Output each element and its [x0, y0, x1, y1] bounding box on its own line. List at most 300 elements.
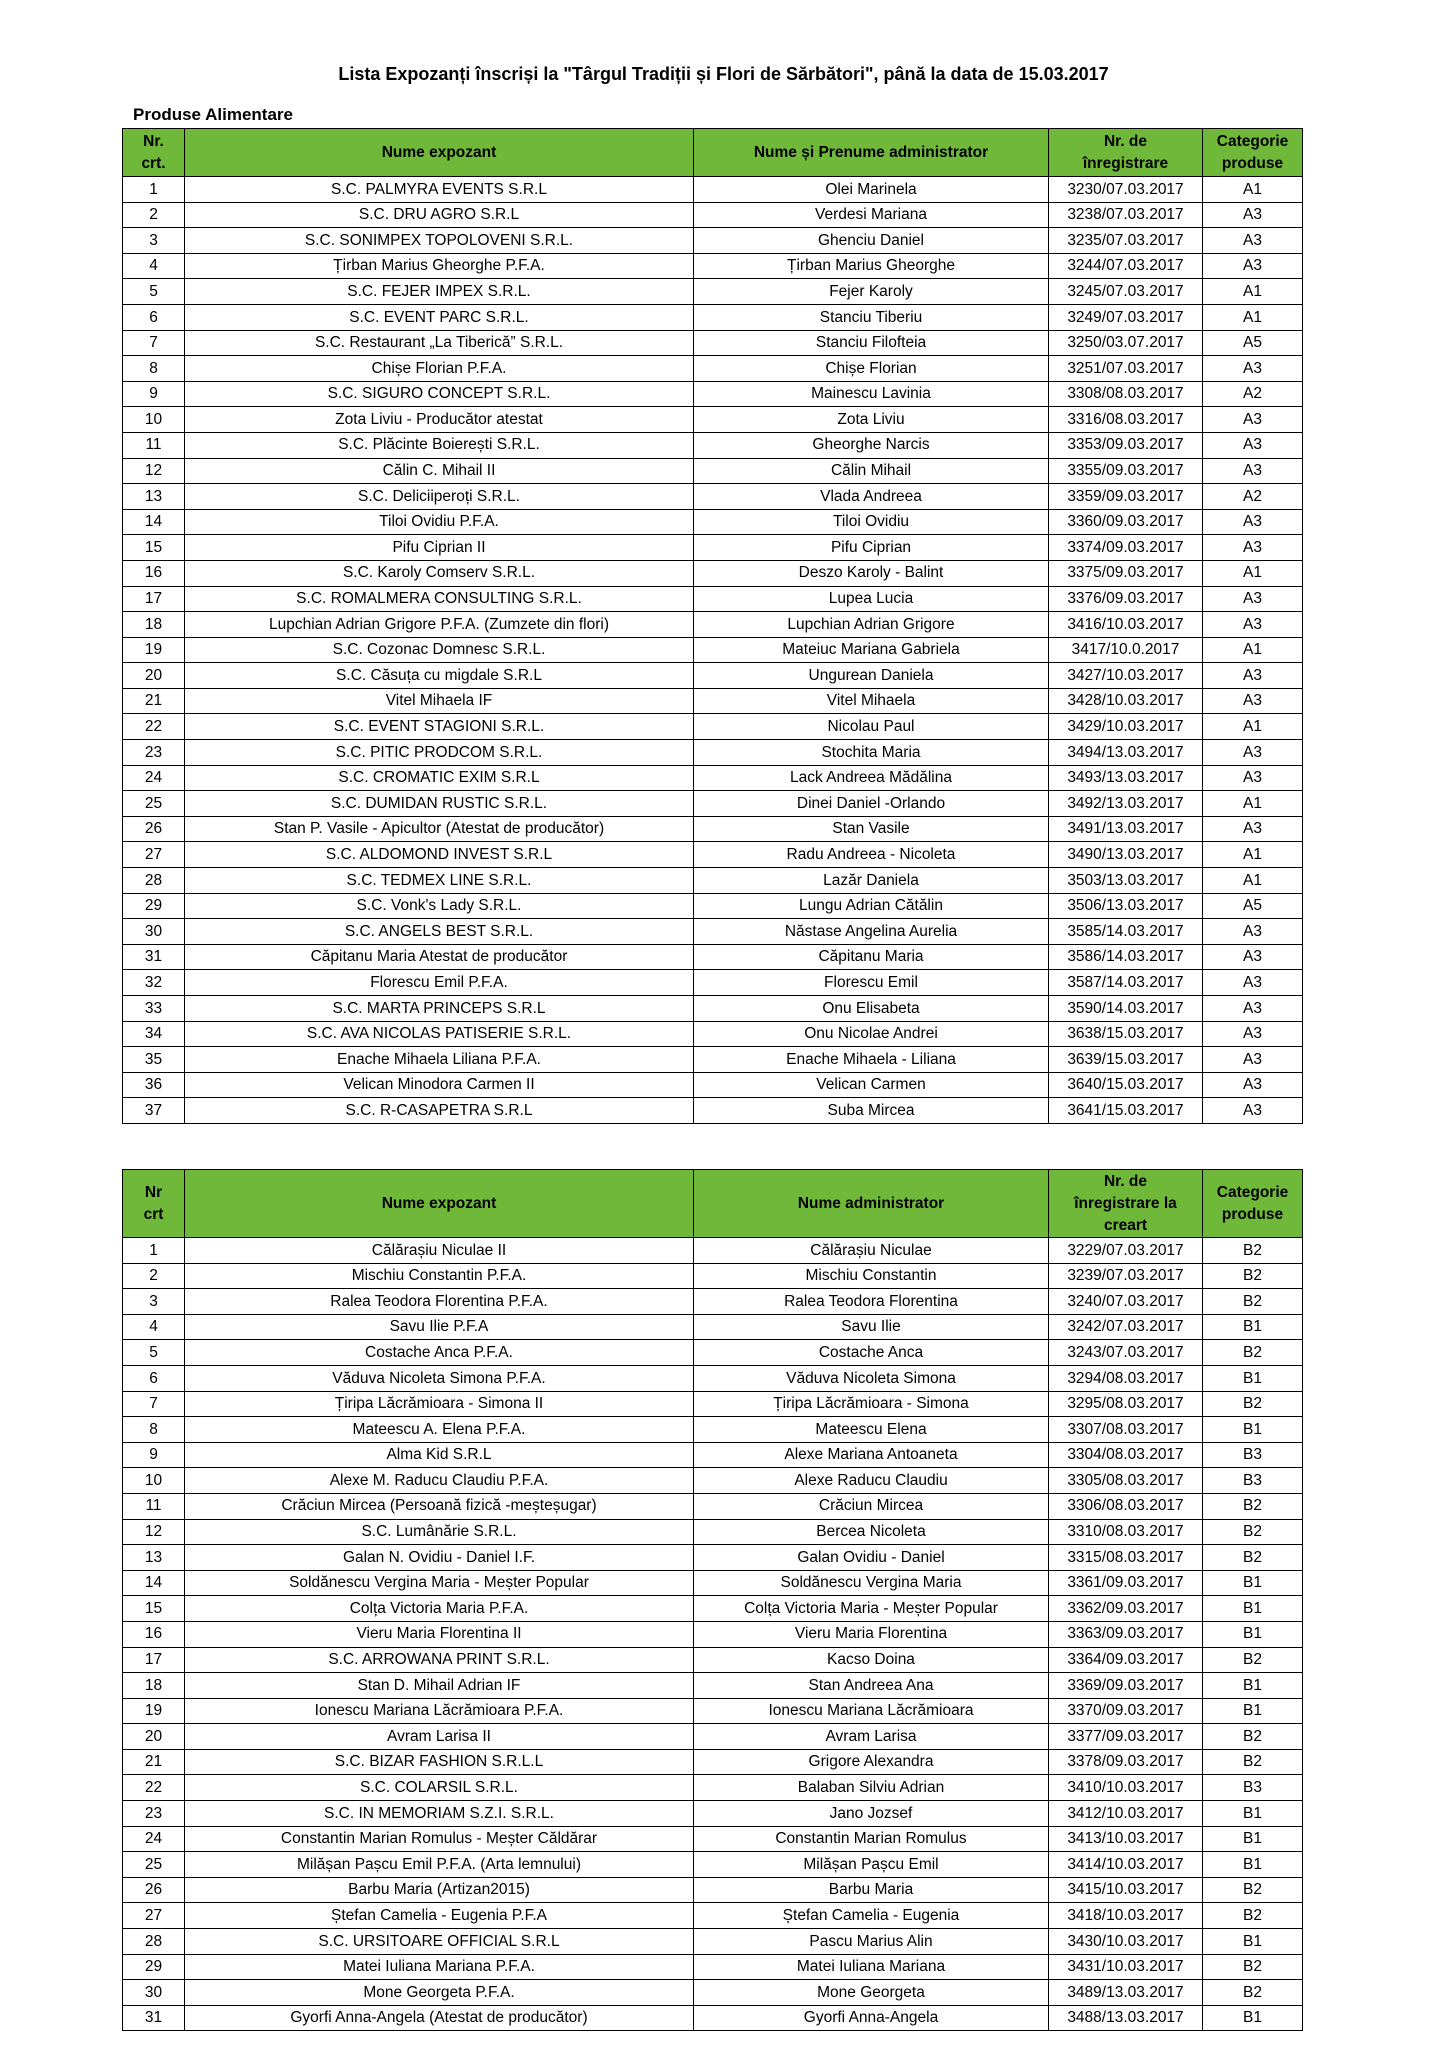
cell-product-category: A3: [1203, 944, 1303, 970]
cell-administrator-name: Călărașiu Niculae: [694, 1238, 1049, 1264]
cell-administrator-name: Lupea Lucia: [694, 586, 1049, 612]
cell-administrator-name: Verdesi Mariana: [694, 202, 1049, 228]
cell-administrator-name: Stanciu Tiberiu: [694, 304, 1049, 330]
cell-exhibitor-name: Ralea Teodora Florentina P.F.A.: [185, 1289, 694, 1315]
cell-nr-crt: 22: [123, 714, 185, 740]
cell-nr-crt: 14: [123, 509, 185, 535]
cell-administrator-name: Stochita Maria: [694, 740, 1049, 766]
cell-administrator-name: Avram Larisa: [694, 1724, 1049, 1750]
cell-registration-number: 3362/09.03.2017: [1049, 1596, 1203, 1622]
cell-product-category: B3: [1203, 1775, 1303, 1801]
cell-nr-crt: 3: [123, 228, 185, 254]
column-header-line: înregistrare la: [1074, 1194, 1177, 1212]
cell-registration-number: 3230/07.03.2017: [1049, 177, 1203, 203]
cell-registration-number: 3414/10.03.2017: [1049, 1852, 1203, 1878]
cell-administrator-name: Vieru Maria Florentina: [694, 1621, 1049, 1647]
table-row: [123, 1570, 1303, 1596]
cell-product-category: A3: [1203, 765, 1303, 791]
column-header-registration-number: [1049, 1170, 1203, 1238]
cell-administrator-name: Velican Carmen: [694, 1072, 1049, 1098]
cell-registration-number: 3413/10.03.2017: [1049, 1826, 1203, 1852]
cell-product-category: A1: [1203, 842, 1303, 868]
cell-registration-number: 3587/14.03.2017: [1049, 970, 1203, 996]
cell-product-category: A2: [1203, 484, 1303, 510]
cell-registration-number: 3294/08.03.2017: [1049, 1365, 1203, 1391]
cell-exhibitor-name: S.C. EVENT STAGIONI S.R.L.: [185, 714, 694, 740]
cell-nr-crt: 11: [123, 432, 185, 458]
cell-exhibitor-name: S.C. Căsuța cu migdale S.R.L: [185, 663, 694, 689]
table-row: [123, 1621, 1303, 1647]
table-row: [123, 1021, 1303, 1047]
table-row: [123, 816, 1303, 842]
cell-nr-crt: 20: [123, 1724, 185, 1750]
cell-registration-number: 3638/15.03.2017: [1049, 1021, 1203, 1047]
column-header-line: crt.: [141, 154, 166, 172]
cell-product-category: A3: [1203, 1047, 1303, 1073]
cell-exhibitor-name: S.C. Deliciiperoți S.R.L.: [185, 484, 694, 510]
cell-exhibitor-name: Lupchian Adrian Grigore P.F.A. (Zumzete din flori): [185, 612, 694, 638]
cell-administrator-name: Năstase Angelina Aurelia: [694, 919, 1049, 945]
cell-nr-crt: 9: [123, 1442, 185, 1468]
cell-product-category: B2: [1203, 1493, 1303, 1519]
table-row: [123, 1047, 1303, 1073]
cell-administrator-name: Milășan Pașcu Emil: [694, 1852, 1049, 1878]
cell-exhibitor-name: Alexe M. Raducu Claudiu P.F.A.: [185, 1468, 694, 1494]
cell-product-category: B1: [1203, 1801, 1303, 1827]
column-header-line: Nr. de: [1103, 1172, 1148, 1190]
table-row: [123, 714, 1303, 740]
cell-product-category: A3: [1203, 996, 1303, 1022]
cell-product-category: A3: [1203, 356, 1303, 382]
cell-administrator-name: Pifu Ciprian: [694, 535, 1049, 561]
cell-nr-crt: 23: [123, 1801, 185, 1827]
cell-nr-crt: 28: [123, 868, 185, 894]
cell-nr-crt: 26: [123, 816, 185, 842]
table-row: [123, 586, 1303, 612]
cell-nr-crt: 9: [123, 381, 185, 407]
cell-registration-number: 3307/08.03.2017: [1049, 1417, 1203, 1443]
cell-nr-crt: 27: [123, 842, 185, 868]
column-header-line: Nr.: [143, 132, 164, 150]
cell-product-category: A3: [1203, 432, 1303, 458]
table-row: [123, 868, 1303, 894]
table-body: [123, 177, 1303, 1124]
cell-registration-number: 3364/09.03.2017: [1049, 1647, 1203, 1673]
cell-registration-number: 3363/09.03.2017: [1049, 1621, 1203, 1647]
cell-administrator-name: Costache Anca: [694, 1340, 1049, 1366]
column-header-line: crt: [143, 1205, 164, 1223]
cell-registration-number: 3235/07.03.2017: [1049, 228, 1203, 254]
cell-exhibitor-name: S.C. Cozonac Domnesc S.R.L.: [185, 637, 694, 663]
cell-product-category: B2: [1203, 1238, 1303, 1264]
section-title-produse-alimentare: Produse Alimentare: [133, 105, 293, 124]
cell-nr-crt: 32: [123, 970, 185, 996]
table-row: [123, 1391, 1303, 1417]
cell-product-category: A5: [1203, 893, 1303, 919]
cell-administrator-name: Ionescu Mariana Lăcrămioara: [694, 1698, 1049, 1724]
table-row: [123, 1852, 1303, 1878]
column-header-administrator-name: [694, 129, 1049, 177]
cell-product-category: B1: [1203, 1698, 1303, 1724]
cell-nr-crt: 19: [123, 1698, 185, 1724]
cell-nr-crt: 2: [123, 1263, 185, 1289]
cell-nr-crt: 12: [123, 458, 185, 484]
cell-registration-number: 3355/09.03.2017: [1049, 458, 1203, 484]
cell-administrator-name: Grigore Alexandra: [694, 1749, 1049, 1775]
cell-nr-crt: 13: [123, 1545, 185, 1571]
cell-product-category: A1: [1203, 560, 1303, 586]
table-row: [123, 560, 1303, 586]
cell-administrator-name: Ralea Teodora Florentina: [694, 1289, 1049, 1315]
cell-registration-number: 3590/14.03.2017: [1049, 996, 1203, 1022]
exhibitors-table-crafts: [122, 1169, 1303, 2031]
cell-administrator-name: Gheorghe Narcis: [694, 432, 1049, 458]
cell-nr-crt: 2: [123, 202, 185, 228]
cell-nr-crt: 21: [123, 688, 185, 714]
cell-registration-number: 3418/10.03.2017: [1049, 1903, 1203, 1929]
cell-exhibitor-name: S.C. DUMIDAN RUSTIC S.R.L.: [185, 791, 694, 817]
column-header-product-category: [1203, 1170, 1303, 1238]
cell-product-category: A3: [1203, 458, 1303, 484]
cell-product-category: B1: [1203, 1929, 1303, 1955]
cell-product-category: B2: [1203, 1391, 1303, 1417]
cell-registration-number: 3412/10.03.2017: [1049, 1801, 1203, 1827]
table-row: [123, 765, 1303, 791]
cell-nr-crt: 8: [123, 356, 185, 382]
cell-administrator-name: Lupchian Adrian Grigore: [694, 612, 1049, 638]
cell-product-category: B2: [1203, 1519, 1303, 1545]
column-header-line: Categorie: [1216, 132, 1289, 150]
cell-nr-crt: 29: [123, 893, 185, 919]
cell-product-category: A3: [1203, 1021, 1303, 1047]
column-header-line: Nume expozant: [381, 143, 497, 161]
cell-administrator-name: Țiripa Lăcrămioara - Simona: [694, 1391, 1049, 1417]
cell-product-category: A3: [1203, 663, 1303, 689]
cell-product-category: B1: [1203, 1826, 1303, 1852]
cell-nr-crt: 22: [123, 1775, 185, 1801]
cell-administrator-name: Mainescu Lavinia: [694, 381, 1049, 407]
cell-product-category: A1: [1203, 279, 1303, 305]
cell-registration-number: 3243/07.03.2017: [1049, 1340, 1203, 1366]
cell-nr-crt: 6: [123, 1365, 185, 1391]
table-row: [123, 612, 1303, 638]
cell-nr-crt: 30: [123, 1980, 185, 2006]
cell-registration-number: 3375/09.03.2017: [1049, 560, 1203, 586]
cell-registration-number: 3229/07.03.2017: [1049, 1238, 1203, 1264]
table-row: [123, 893, 1303, 919]
table-row: [123, 791, 1303, 817]
column-header-line: Nume și Prenume administrator: [753, 143, 989, 161]
table-row: [123, 2005, 1303, 2031]
cell-exhibitor-name: S.C. Lumânărie S.R.L.: [185, 1519, 694, 1545]
column-header-line: produse: [1221, 1205, 1284, 1223]
cell-nr-crt: 1: [123, 1238, 185, 1264]
table-row: [123, 1493, 1303, 1519]
cell-exhibitor-name: Văduva Nicoleta Simona P.F.A.: [185, 1365, 694, 1391]
table-row: [123, 253, 1303, 279]
cell-exhibitor-name: S.C. Karoly Comserv S.R.L.: [185, 560, 694, 586]
cell-nr-crt: 27: [123, 1903, 185, 1929]
cell-exhibitor-name: S.C. CROMATIC EXIM S.R.L: [185, 765, 694, 791]
cell-product-category: B1: [1203, 1673, 1303, 1699]
column-header-exhibitor-name: [185, 1170, 694, 1238]
cell-administrator-name: Lazăr Daniela: [694, 868, 1049, 894]
cell-exhibitor-name: Savu Ilie P.F.A: [185, 1314, 694, 1340]
cell-nr-crt: 35: [123, 1047, 185, 1073]
table-row: [123, 1954, 1303, 1980]
cell-product-category: B1: [1203, 2005, 1303, 2031]
cell-product-category: B1: [1203, 1314, 1303, 1340]
cell-registration-number: 3488/13.03.2017: [1049, 2005, 1203, 2031]
cell-registration-number: 3378/09.03.2017: [1049, 1749, 1203, 1775]
cell-product-category: B2: [1203, 1340, 1303, 1366]
cell-administrator-name: Suba Mircea: [694, 1098, 1049, 1124]
cell-administrator-name: Gyorfi Anna-Angela: [694, 2005, 1049, 2031]
cell-registration-number: 3415/10.03.2017: [1049, 1877, 1203, 1903]
column-header-line: creart: [1103, 1216, 1148, 1234]
exhibitors-table-food: [122, 128, 1303, 1124]
cell-administrator-name: Vitel Mihaela: [694, 688, 1049, 714]
cell-exhibitor-name: Căpitanu Maria Atestat de producător: [185, 944, 694, 970]
cell-administrator-name: Radu Andreea - Nicoleta: [694, 842, 1049, 868]
cell-exhibitor-name: S.C. MARTA PRINCEPS S.R.L: [185, 996, 694, 1022]
cell-registration-number: 3306/08.03.2017: [1049, 1493, 1203, 1519]
cell-exhibitor-name: S.C. URSITOARE OFFICIAL S.R.L: [185, 1929, 694, 1955]
cell-exhibitor-name: Costache Anca P.F.A.: [185, 1340, 694, 1366]
cell-nr-crt: 5: [123, 279, 185, 305]
cell-exhibitor-name: Vieru Maria Florentina II: [185, 1621, 694, 1647]
column-header-line: Nr. de: [1103, 132, 1148, 150]
cell-registration-number: 3244/07.03.2017: [1049, 253, 1203, 279]
column-header-line: înregistrare: [1082, 154, 1169, 172]
cell-administrator-name: Văduva Nicoleta Simona: [694, 1365, 1049, 1391]
column-header-product-category: [1203, 129, 1303, 177]
cell-administrator-name: Alexe Raducu Claudiu: [694, 1468, 1049, 1494]
cell-nr-crt: 18: [123, 612, 185, 638]
cell-administrator-name: Zota Liviu: [694, 407, 1049, 433]
cell-registration-number: 3249/07.03.2017: [1049, 304, 1203, 330]
table-header-row: [123, 129, 1303, 177]
cell-registration-number: 3360/09.03.2017: [1049, 509, 1203, 535]
cell-exhibitor-name: Galan N. Ovidiu - Daniel I.F.: [185, 1545, 694, 1571]
cell-exhibitor-name: Ionescu Mariana Lăcrămioara P.F.A.: [185, 1698, 694, 1724]
table-row: [123, 1238, 1303, 1264]
cell-nr-crt: 31: [123, 2005, 185, 2031]
cell-registration-number: 3639/15.03.2017: [1049, 1047, 1203, 1073]
table-row: [123, 1673, 1303, 1699]
cell-exhibitor-name: Barbu Maria (Artizan2015): [185, 1877, 694, 1903]
cell-nr-crt: 7: [123, 1391, 185, 1417]
cell-exhibitor-name: Vitel Mihaela IF: [185, 688, 694, 714]
cell-exhibitor-name: Constantin Marian Romulus - Meșter Căldărar: [185, 1826, 694, 1852]
cell-administrator-name: Stan Andreea Ana: [694, 1673, 1049, 1699]
cell-exhibitor-name: S.C. ALDOMOND INVEST S.R.L: [185, 842, 694, 868]
cell-registration-number: 3239/07.03.2017: [1049, 1263, 1203, 1289]
cell-administrator-name: Lack Andreea Mădălina: [694, 765, 1049, 791]
cell-product-category: B3: [1203, 1468, 1303, 1494]
cell-administrator-name: Bercea Nicoleta: [694, 1519, 1049, 1545]
cell-registration-number: 3238/07.03.2017: [1049, 202, 1203, 228]
cell-product-category: A3: [1203, 407, 1303, 433]
cell-nr-crt: 19: [123, 637, 185, 663]
cell-exhibitor-name: Mateescu A. Elena P.F.A.: [185, 1417, 694, 1443]
column-header-line: Nr: [144, 1183, 163, 1201]
cell-registration-number: 3417/10.0.2017: [1049, 637, 1203, 663]
cell-nr-crt: 21: [123, 1749, 185, 1775]
table-row: [123, 663, 1303, 689]
cell-registration-number: 3240/07.03.2017: [1049, 1289, 1203, 1315]
cell-registration-number: 3585/14.03.2017: [1049, 919, 1203, 945]
cell-exhibitor-name: S.C. ARROWANA PRINT S.R.L.: [185, 1647, 694, 1673]
cell-product-category: B1: [1203, 1365, 1303, 1391]
cell-product-category: B1: [1203, 1621, 1303, 1647]
table-row: [123, 842, 1303, 868]
column-header-administrator-name: [694, 1170, 1049, 1238]
cell-administrator-name: Mone Georgeta: [694, 1980, 1049, 2006]
cell-product-category: A3: [1203, 970, 1303, 996]
cell-administrator-name: Constantin Marian Romulus: [694, 1826, 1049, 1852]
table-row: [123, 1980, 1303, 2006]
cell-registration-number: 3251/07.03.2017: [1049, 356, 1203, 382]
cell-exhibitor-name: Tiloi Ovidiu P.F.A.: [185, 509, 694, 535]
cell-administrator-name: Kacso Doina: [694, 1647, 1049, 1673]
cell-administrator-name: Deszo Karoly - Balint: [694, 560, 1049, 586]
table-row: [123, 177, 1303, 203]
table-row: [123, 1289, 1303, 1315]
cell-exhibitor-name: S.C. SIGURO CONCEPT S.R.L.: [185, 381, 694, 407]
cell-nr-crt: 36: [123, 1072, 185, 1098]
table-row: [123, 1698, 1303, 1724]
cell-product-category: A3: [1203, 586, 1303, 612]
cell-administrator-name: Țirban Marius Gheorghe: [694, 253, 1049, 279]
cell-registration-number: 3369/09.03.2017: [1049, 1673, 1203, 1699]
cell-exhibitor-name: S.C. Plăcinte Boierești S.R.L.: [185, 432, 694, 458]
cell-product-category: B2: [1203, 1647, 1303, 1673]
cell-exhibitor-name: Avram Larisa II: [185, 1724, 694, 1750]
cell-nr-crt: 29: [123, 1954, 185, 1980]
cell-registration-number: 3489/13.03.2017: [1049, 1980, 1203, 2006]
cell-administrator-name: Onu Elisabeta: [694, 996, 1049, 1022]
cell-administrator-name: Lungu Adrian Cătălin: [694, 893, 1049, 919]
cell-product-category: B2: [1203, 1724, 1303, 1750]
cell-administrator-name: Mateiuc Mariana Gabriela: [694, 637, 1049, 663]
cell-exhibitor-name: Zota Liviu - Producător atestat: [185, 407, 694, 433]
table-row: [123, 407, 1303, 433]
cell-nr-crt: 18: [123, 1673, 185, 1699]
cell-nr-crt: 37: [123, 1098, 185, 1124]
cell-nr-crt: 23: [123, 740, 185, 766]
table-row: [123, 202, 1303, 228]
cell-registration-number: 3492/13.03.2017: [1049, 791, 1203, 817]
table-row: [123, 740, 1303, 766]
cell-product-category: B2: [1203, 1980, 1303, 2006]
table-row: [123, 1724, 1303, 1750]
cell-product-category: A1: [1203, 637, 1303, 663]
table-row: [123, 970, 1303, 996]
cell-nr-crt: 3: [123, 1289, 185, 1315]
cell-nr-crt: 10: [123, 1468, 185, 1494]
cell-administrator-name: Ungurean Daniela: [694, 663, 1049, 689]
cell-registration-number: 3491/13.03.2017: [1049, 816, 1203, 842]
table-row: [123, 1442, 1303, 1468]
cell-product-category: A5: [1203, 330, 1303, 356]
cell-exhibitor-name: Matei Iuliana Mariana P.F.A.: [185, 1954, 694, 1980]
cell-exhibitor-name: Țiripa Lăcrămioara - Simona II: [185, 1391, 694, 1417]
cell-exhibitor-name: S.C. R-CASAPETRA S.R.L: [185, 1098, 694, 1124]
cell-exhibitor-name: Stan D. Mihail Adrian IF: [185, 1673, 694, 1699]
column-header-line: produse: [1221, 154, 1284, 172]
cell-administrator-name: Onu Nicolae Andrei: [694, 1021, 1049, 1047]
cell-registration-number: 3493/13.03.2017: [1049, 765, 1203, 791]
table-body: [123, 1238, 1303, 2031]
cell-exhibitor-name: Alma Kid S.R.L: [185, 1442, 694, 1468]
cell-exhibitor-name: Călin C. Mihail II: [185, 458, 694, 484]
document-title: Lista Expozanți înscriși la "Târgul Tradiții și Flori de Sărbători", până la data de 15.03.2017: [338, 64, 1109, 84]
cell-registration-number: 3310/08.03.2017: [1049, 1519, 1203, 1545]
cell-registration-number: 3376/09.03.2017: [1049, 586, 1203, 612]
table-row: [123, 1826, 1303, 1852]
table-row: [123, 381, 1303, 407]
cell-administrator-name: Colța Victoria Maria - Meșter Popular: [694, 1596, 1049, 1622]
column-header-line: Nume expozant: [381, 1194, 497, 1212]
cell-nr-crt: 4: [123, 1314, 185, 1340]
cell-administrator-name: Balaban Silviu Adrian: [694, 1775, 1049, 1801]
cell-registration-number: 3641/15.03.2017: [1049, 1098, 1203, 1124]
cell-registration-number: 3427/10.03.2017: [1049, 663, 1203, 689]
cell-product-category: A1: [1203, 868, 1303, 894]
table-row: [123, 432, 1303, 458]
cell-nr-crt: 11: [123, 1493, 185, 1519]
cell-administrator-name: Florescu Emil: [694, 970, 1049, 996]
cell-exhibitor-name: S.C. PALMYRA EVENTS S.R.L: [185, 177, 694, 203]
cell-registration-number: 3490/13.03.2017: [1049, 842, 1203, 868]
column-header-line: Categorie: [1216, 1183, 1289, 1201]
cell-nr-crt: 8: [123, 1417, 185, 1443]
cell-administrator-name: Crăciun Mircea: [694, 1493, 1049, 1519]
cell-nr-crt: 14: [123, 1570, 185, 1596]
cell-registration-number: 3494/13.03.2017: [1049, 740, 1203, 766]
table-row: [123, 1801, 1303, 1827]
cell-nr-crt: 12: [123, 1519, 185, 1545]
cell-product-category: B2: [1203, 1749, 1303, 1775]
table-row: [123, 1340, 1303, 1366]
cell-administrator-name: Vlada Andreea: [694, 484, 1049, 510]
cell-exhibitor-name: Velican Minodora Carmen II: [185, 1072, 694, 1098]
cell-exhibitor-name: Soldănescu Vergina Maria - Meșter Popular: [185, 1570, 694, 1596]
cell-exhibitor-name: Chișe Florian P.F.A.: [185, 356, 694, 382]
cell-registration-number: 3429/10.03.2017: [1049, 714, 1203, 740]
cell-nr-crt: 7: [123, 330, 185, 356]
column-header-exhibitor-name: [185, 129, 694, 177]
table-row: [123, 996, 1303, 1022]
cell-administrator-name: Matei Iuliana Mariana: [694, 1954, 1049, 1980]
cell-exhibitor-name: Stan P. Vasile - Apicultor (Atestat de producător): [185, 816, 694, 842]
cell-exhibitor-name: Călărașiu Niculae II: [185, 1238, 694, 1264]
cell-product-category: B1: [1203, 1417, 1303, 1443]
cell-administrator-name: Nicolau Paul: [694, 714, 1049, 740]
column-header-line: Nume administrator: [797, 1194, 945, 1212]
cell-registration-number: 3361/09.03.2017: [1049, 1570, 1203, 1596]
cell-registration-number: 3377/09.03.2017: [1049, 1724, 1203, 1750]
cell-nr-crt: 1: [123, 177, 185, 203]
cell-product-category: A3: [1203, 816, 1303, 842]
cell-product-category: A3: [1203, 740, 1303, 766]
cell-nr-crt: 17: [123, 586, 185, 612]
cell-registration-number: 3431/10.03.2017: [1049, 1954, 1203, 1980]
cell-product-category: A1: [1203, 177, 1303, 203]
table-row: [123, 1877, 1303, 1903]
cell-exhibitor-name: Florescu Emil P.F.A.: [185, 970, 694, 996]
